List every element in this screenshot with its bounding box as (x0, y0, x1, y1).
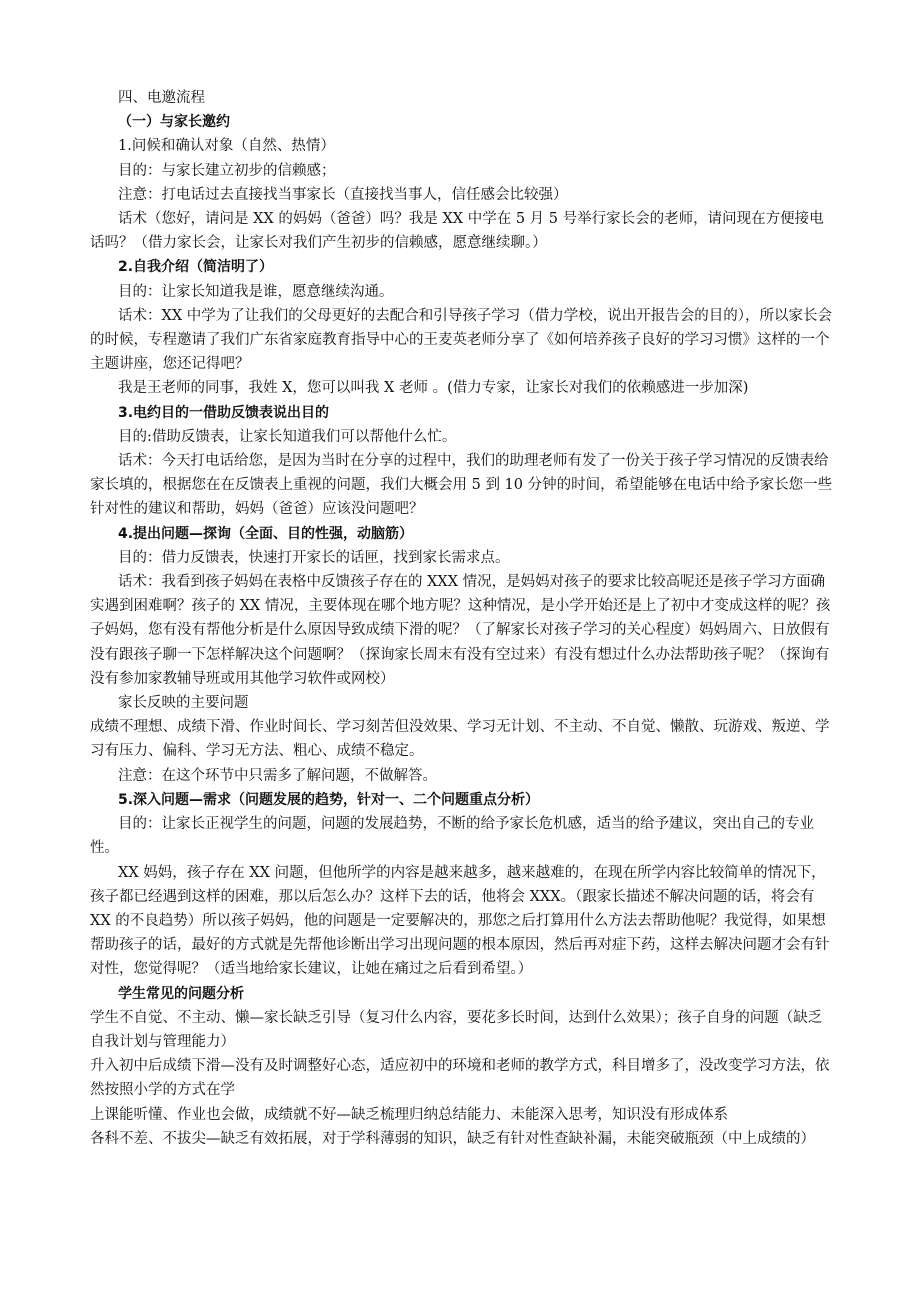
analysis-item: 升入初中后成绩下滑—没有及时调整好心态，适应初中的环境和老师的教学方式，科目增多了，没改变学习方法，依然按照小学的方式在学 (90, 1058, 830, 1099)
step3-script: 话术：今天打电话给您，是因为当时在分享的过程中，我们的助理老师有发了一份关于孩子学习情况的反馈表给家长填的，根据您在在反馈表上重视的问题，我们大概会用 5 到 10 分钟的时间，希望能够在电话中给予家长您一些针对性的建议和帮助，妈妈（爸爸）应该没问题吧？ (90, 453, 833, 518)
step2-title: 2.自我介绍（简洁明了） (118, 259, 274, 276)
step1-note: 注意：打电话过去直接找当事家长（直接找当事人，信任感会比较强） (118, 186, 568, 203)
document-page (90, 86, 835, 1151)
step5-purpose: 目的：让家长正视学生的问题，问题的发展趋势，不断的给予家长危机感，适当的给予建议，突出自己的专业性。 (90, 816, 814, 857)
step1-purpose: 目的：与家长建立初步的信赖感； (118, 162, 336, 179)
step1-title: 1.问候和确认对象（自然、热情） (118, 138, 335, 155)
step5-title: 5.深入问题—需求（问题发展的趋势，针对一、二个问题重点分析） (118, 791, 540, 808)
analysis-item: 上课能听懂、作业也会做，成绩就不好—缺乏梳理归纳总结能力、未能深入思考，知识没有形成体系 (90, 1106, 728, 1123)
step4-title: 4.提出问题—探询（全面、目的性强，动脑筋） (118, 525, 414, 542)
step2-purpose: 目的：让家长知道我是谁，愿意继续沟通。 (118, 283, 394, 300)
analysis-item: 学生不自觉、不主动、懒—家长缺乏引导（复习什么内容，要花多长时间，达到什么效果）；孩子自身的问题（缺乏自我计划与管理能力） (90, 1009, 823, 1050)
analysis-title: 学生常见的问题分析 (118, 985, 244, 1002)
subsection-heading: （一）与家长邀约 (118, 114, 230, 131)
step4-feedback-list: 成绩不理想、成绩下滑、作业时间长、学习刻苦但没效果、学习无计划、不主动、不自觉、懒散、玩游戏、叛逆、学习有压力、偏科、学习无方法、粗心、成绩不稳定。 (90, 719, 830, 760)
step2-script2: 我是王老师的同事，我姓 X，您可以叫我 X 老师 。(借力专家，让家长对我们的依赖感进一步加深) (118, 380, 749, 397)
step4-feedback-title: 家长反映的主要问题 (118, 695, 249, 712)
step4-purpose: 目的：借力反馈表，快速打开家长的话匣，找到家长需求点。 (118, 549, 510, 566)
step3-title: 3.电约目的一借助反馈表说出目的 (118, 404, 330, 421)
analysis-item: 各科不差、不拔尖—缺乏有效拓展，对于学科薄弱的知识，缺乏有针对性查缺补漏，未能突破瓶颈（中上成绩的） (90, 1130, 815, 1147)
step1-script: 话术（您好，请问是 XX 的妈妈（爸爸）吗？我是 XX 中学在 5 月 5 号举行家长会的老师，请问现在方便接电话吗？（借力家长会，让家长对我们产生初步的信赖感，愿意继续聊。） (90, 211, 824, 252)
step4-script: 话术：我看到孩子妈妈在表格中反馈孩子存在的 XXX 情况，是妈妈对孩子的要求比较高呢还是孩子学习方面确实遇到困难啊？孩子的 XX 情况，主要体现在哪个地方呢？这种情况，是小学开始还是上了初中才变成这样的呢？孩子妈妈，您有没有帮他分析是什么原因导致成绩下滑的呢？（了解家长对孩子学习的关心程度）妈妈周六、日放假有没有跟孩子聊一下怎样解决这个问题啊？（探询家长周末有没有空过来）有没有想过什么办法帮助孩子呢？（探询有没有参加家教辅导班或用其他学习软件或网校） (90, 574, 831, 687)
step5-script: XX 妈妈，孩子存在 XX 问题，但他所学的内容是越来越多，越来越难的，在现在所学内容比较简单的情况下，孩子都已经遇到这样的困难，那以后怎么办？这样下去的话，他将会 XXX。（跟家长描述不解决问题的话，将会有 XX 的不良趋势）所以孩子妈妈，他的问题是一定要解决的，那您之后打算用什么方法去帮助他呢？我觉得，如果想帮助孩子的话，最好的方式就是先帮他诊断出学习出现问题的根本原因，然后再对症下药，这样去解决问题才会有针对性，您觉得呢？（适当地给家长建议，让她在痛过之后看到希望。） (90, 864, 830, 978)
section-heading: 四、电邀流程 (118, 90, 205, 106)
step2-script: 话术：XX 中学为了让我们的父母更好的去配合和引导孩子学习（借力学校，说出开报告会的目的），所以家长会的时候，专程邀请了我们广东省家庭教育指导中心的王麦英老师分享了《如何培养孩子良好的学习习惯》这样的一个主题讲座，您还记得吧？ (90, 307, 833, 373)
step4-note: 注意：在这个环节中只需多了解问题，不做解答。 (118, 767, 437, 784)
step3-purpose: 目的:借助反馈表，让家长知道我们可以帮他什么忙。 (118, 428, 457, 445)
